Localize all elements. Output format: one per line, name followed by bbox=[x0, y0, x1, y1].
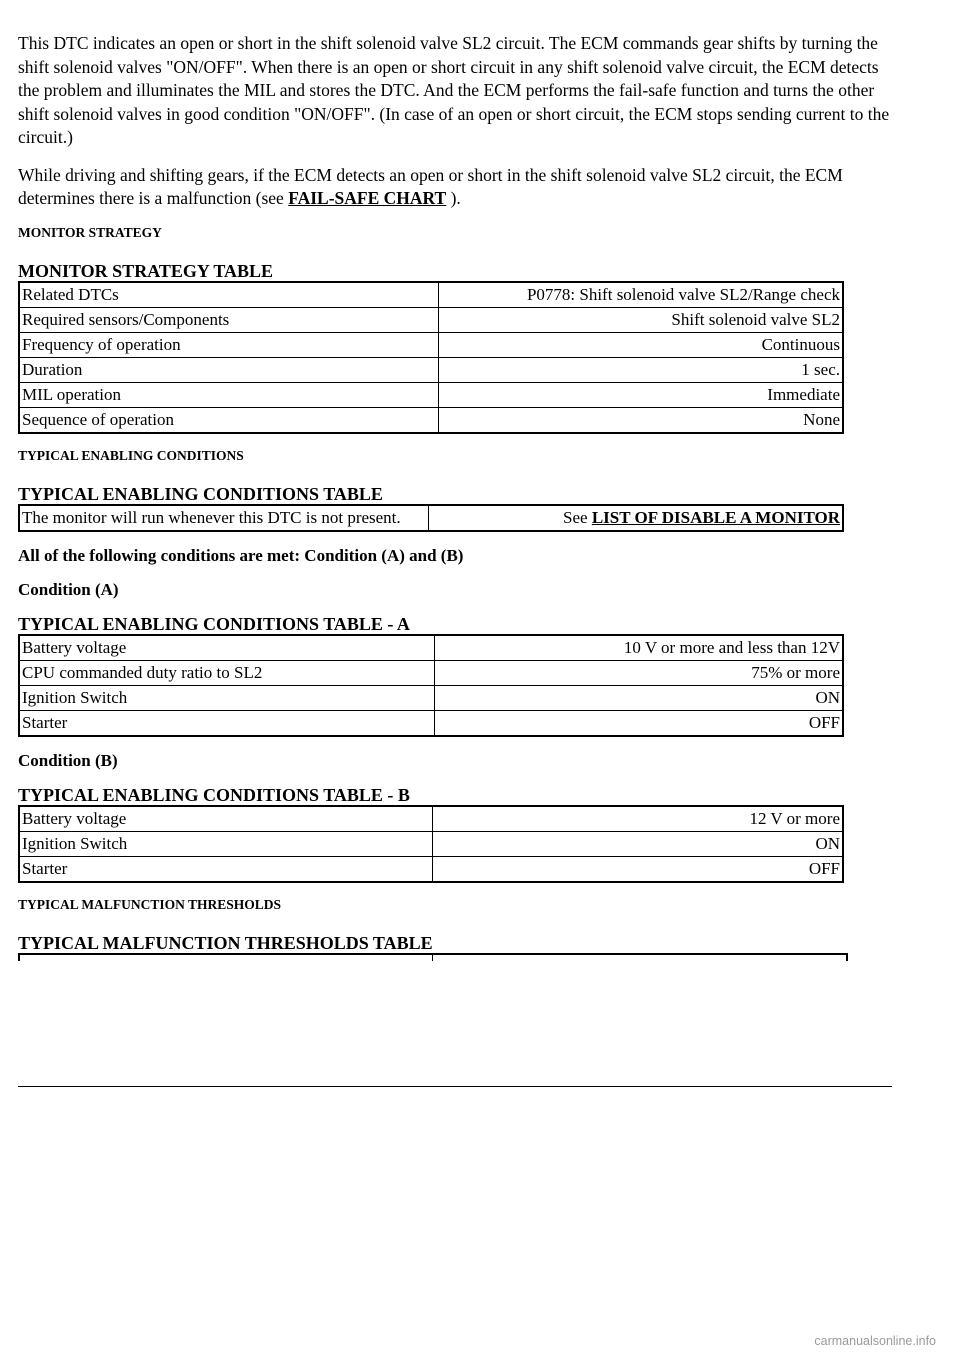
monitor-strategy-table-title: MONITOR STRATEGY TABLE bbox=[18, 260, 274, 281]
row-value: OFF bbox=[433, 856, 844, 882]
condition-a-label: Condition (A) bbox=[18, 579, 119, 599]
row-label: Battery voltage bbox=[19, 806, 433, 832]
table-row bbox=[19, 307, 843, 332]
row-value: Continuous bbox=[439, 332, 844, 357]
table-row bbox=[19, 357, 843, 382]
row-value: OFF bbox=[435, 710, 844, 736]
malfunction-paragraph-end: ). bbox=[446, 188, 461, 208]
malfunction-thresholds-table-title: TYPICAL MALFUNCTION THRESHOLDS TABLE bbox=[18, 932, 433, 953]
row-value bbox=[429, 505, 844, 531]
row-label: Ignition Switch bbox=[19, 831, 433, 856]
row-value: 10 V or more and less than 12V bbox=[435, 635, 844, 661]
row-label: Starter bbox=[19, 856, 433, 882]
malfunction-paragraph bbox=[18, 164, 898, 211]
row-label: The monitor will run whenever this DTC is not present. bbox=[19, 505, 429, 531]
table-row bbox=[19, 685, 843, 710]
enabling-conditions-table-title: TYPICAL ENABLING CONDITIONS TABLE bbox=[18, 483, 383, 504]
row-value: Immediate bbox=[439, 382, 844, 407]
row-label: Required sensors/Components bbox=[19, 307, 439, 332]
row-label: MIL operation bbox=[19, 382, 439, 407]
table-row bbox=[19, 831, 843, 856]
enabling-conditions-table bbox=[18, 504, 844, 532]
malfunction-paragraph-text: While driving and shifting gears, if the ECM detects an open or short in the shift solenoid valve SL2 circuit, the ECM determines there is a malfunction (see bbox=[18, 164, 843, 208]
row-label: Ignition Switch bbox=[19, 685, 435, 710]
row-label: Frequency of operation bbox=[19, 332, 439, 357]
row-value: ON bbox=[435, 685, 844, 710]
fail-safe-chart-link[interactable]: FAIL-SAFE CHART bbox=[288, 188, 447, 208]
row-value: 12 V or more bbox=[433, 806, 844, 832]
malfunction-thresholds-table bbox=[18, 953, 848, 961]
document-body bbox=[18, 32, 898, 961]
enabling-conditions-table-a bbox=[18, 634, 844, 737]
enabling-table-a-title: TYPICAL ENABLING CONDITIONS TABLE - A bbox=[18, 613, 410, 634]
row-value: P0778: Shift solenoid valve SL2/Range check bbox=[439, 282, 844, 308]
column-divider bbox=[432, 955, 433, 961]
row-value: 1 sec. bbox=[439, 357, 844, 382]
row-label: Starter bbox=[19, 710, 435, 736]
row-value: None bbox=[439, 407, 844, 433]
condition-b-label: Condition (B) bbox=[18, 750, 118, 770]
row-label: CPU commanded duty ratio to SL2 bbox=[19, 660, 435, 685]
all-conditions-text: All of the following conditions are met: Condition (A) and (B) bbox=[18, 545, 464, 565]
row-label: Related DTCs bbox=[19, 282, 439, 308]
table-row bbox=[19, 635, 843, 661]
table-row bbox=[19, 282, 843, 308]
malfunction-thresholds-heading: TYPICAL MALFUNCTION THRESHOLDS bbox=[18, 896, 282, 912]
table-row bbox=[19, 660, 843, 685]
row-label: Sequence of operation bbox=[19, 407, 439, 433]
monitor-strategy-table bbox=[18, 281, 844, 434]
row-value: ON bbox=[433, 831, 844, 856]
row-label: Duration bbox=[19, 357, 439, 382]
table-row bbox=[19, 382, 843, 407]
table-row bbox=[19, 407, 843, 433]
footer-watermark: carmanualsonline.info bbox=[814, 1334, 936, 1348]
bottom-divider bbox=[18, 1086, 892, 1087]
disable-monitor-link[interactable]: LIST OF DISABLE A MONITOR bbox=[591, 507, 840, 527]
intro-paragraph: This DTC indicates an open or short in the shift solenoid valve SL2 circuit. The ECM commands gear shifts by turning the shift solenoid valves "ON/OFF". When there is an open or short circuit in any shift solenoid valve circuit, the ECM detects the problem and illuminates the MIL and stores the DTC. And the ECM performs the fail-safe function and turns the other shift solenoid valves in good condition "ON/OFF". (In case of an open or short circuit, the ECM stops sending current to the circuit.) bbox=[18, 33, 890, 147]
table-row bbox=[19, 332, 843, 357]
enabling-conditions-heading: TYPICAL ENABLING CONDITIONS bbox=[18, 447, 244, 463]
monitor-strategy-heading: MONITOR STRATEGY bbox=[18, 224, 162, 240]
row-label: Battery voltage bbox=[19, 635, 435, 661]
enabling-table-b-title: TYPICAL ENABLING CONDITIONS TABLE - B bbox=[18, 784, 410, 805]
row-value: Shift solenoid valve SL2 bbox=[439, 307, 844, 332]
table-row bbox=[19, 505, 843, 531]
row-value: 75% or more bbox=[435, 660, 844, 685]
table-row bbox=[19, 710, 843, 736]
see-prefix: See bbox=[563, 507, 592, 527]
enabling-conditions-table-b bbox=[18, 805, 844, 883]
table-row bbox=[19, 806, 843, 832]
table-row bbox=[19, 856, 843, 882]
